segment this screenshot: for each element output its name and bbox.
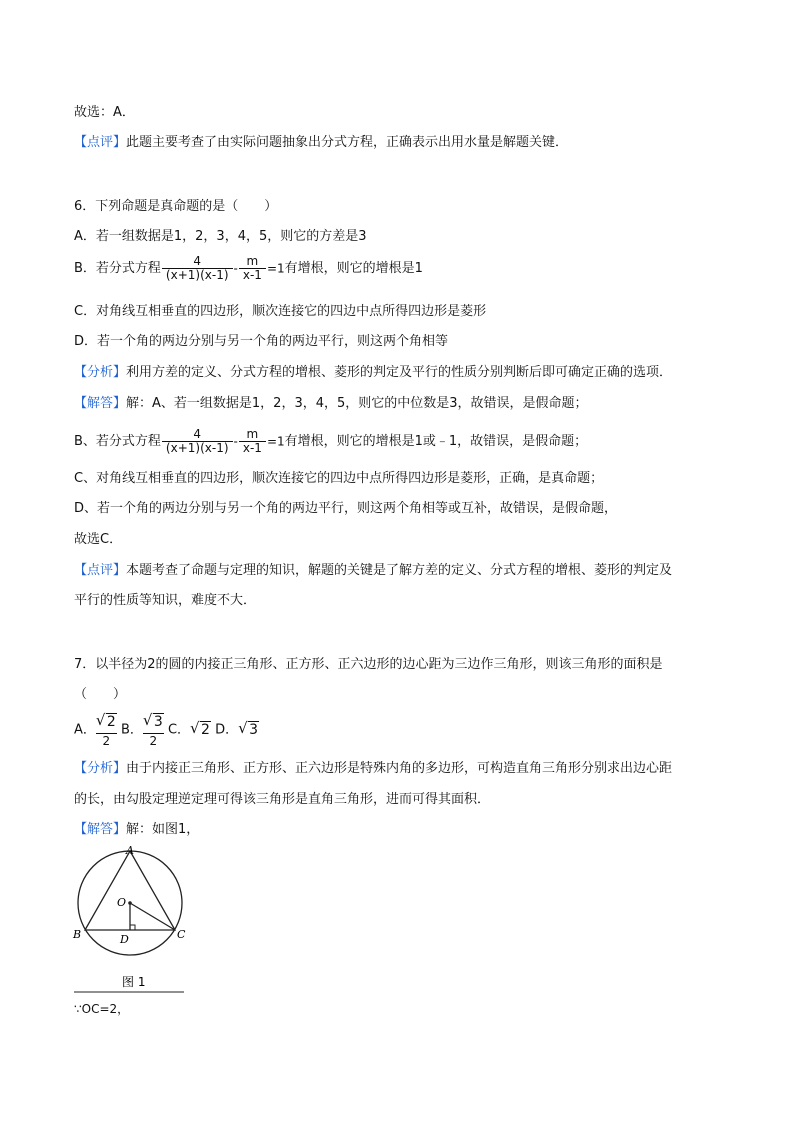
comment-tag: 【点评】 [74, 135, 127, 150]
fraction-numerator: m [246, 254, 259, 268]
since-line: ∵OC=2， [74, 1002, 130, 1016]
sqrt: √ 2 [190, 718, 210, 738]
label-d: D [120, 933, 129, 946]
label-c: C [177, 928, 186, 941]
denominator: 2 [143, 733, 164, 748]
question-6-stem: 6．下列命题是真命题的是（ ） [74, 199, 278, 214]
answer-tag: 【解答】 [74, 396, 127, 411]
answer-text: 解：A、若一组数据是1，2，3，4，5，则它的中位数是3，故错误，是假命题； [126, 396, 588, 411]
fraction-denominator: x-1 [239, 268, 266, 282]
radicand: 2 [106, 714, 116, 730]
comment-text: 此题主要考查了由实际问题抽象出分式方程，正确表示出用水量是解题关键． [126, 135, 569, 150]
option-b-prefix: B．若分式方程 [74, 261, 161, 276]
answer-c-line: C、对角线互相垂直的四边形，顺次连接它的四边中点所得四边形是菱形，正确，是真命题； [74, 471, 604, 486]
question-6-option-c: C．对角线互相垂直的四边形，顺次连接它的四边中点所得四边形是菱形 [74, 304, 487, 319]
answer-text: 解：如图1， [126, 822, 200, 837]
answer-b-prefix: B、若分式方程 [74, 434, 161, 449]
denominator: 2 [96, 733, 117, 748]
analysis-line [74, 760, 672, 778]
option-c-label: C． [167, 722, 191, 738]
question-7-stem-2: （ ） [74, 687, 127, 702]
analysis-text: 利用方差的定义、分式方程的增根、菱形的判定及平行的性质分别判断后即可确定正确的选项． [126, 365, 673, 380]
option-a-label: A． [74, 722, 96, 738]
radicand: 2 [201, 721, 210, 738]
answer-line [74, 395, 588, 413]
label-o: O [117, 896, 127, 909]
analysis-line [74, 364, 672, 382]
answer-tag: 【解答】 [74, 822, 127, 837]
segment-oc [130, 903, 175, 930]
label-a: A [126, 845, 134, 857]
question-7-options [74, 712, 259, 748]
figure-1 [72, 845, 192, 995]
option-b-fraction [143, 712, 164, 748]
text-line: 故选：A． [74, 105, 135, 120]
analysis-tag: 【分析】 [74, 365, 127, 380]
minus-sign: - [233, 261, 238, 276]
equals-one: =1 [266, 261, 285, 276]
question-6-option-d: D．若一个角的两边分别与另一个角的两边平行，则这两个角相等 [74, 334, 449, 349]
comment-text: 本题考查了命题与定理的知识，解题的关键是了解方差的定义、分式方程的增根、菱形的判定及 [126, 563, 673, 578]
answer-line [74, 821, 199, 839]
label-b: B [73, 928, 82, 941]
answer-d-line: D、若一个角的两边分别与另一个角的两边平行，则这两个角相等或互补，故错误，是假命题， [74, 501, 618, 516]
question-6-option-b [74, 255, 423, 282]
comment-line [74, 562, 672, 580]
option-b-label: B． [120, 722, 143, 738]
option-b-suffix: 有增根，则它的增根是1 [284, 261, 423, 276]
question-6-option-a: A．若一组数据是1，2，3，4，5，则它的方差是3 [74, 229, 367, 244]
option-a-fraction [96, 712, 117, 748]
select-line: 故选C． [74, 532, 123, 547]
fraction [239, 255, 266, 282]
comment-line [74, 134, 568, 152]
sqrt: √ 2 [95, 711, 116, 730]
comment-line-2: 平行的性质等知识，难度不大． [74, 593, 257, 608]
fraction [162, 428, 233, 455]
comment-tag: 【点评】 [74, 563, 127, 578]
fraction-denominator: (x+1)(x-1) [162, 441, 233, 455]
analysis-tag: 【分析】 [74, 761, 127, 776]
fraction [162, 255, 233, 282]
fraction-numerator: 4 [193, 427, 202, 441]
minus-sign: - [233, 434, 238, 449]
right-angle-mark [130, 925, 135, 930]
fraction-numerator: m [246, 427, 259, 441]
radicand: 3 [153, 714, 163, 730]
analysis-line-2: 的长，由勾股定理逆定理可得该三角形是直角三角形，进而可得其面积． [74, 792, 491, 807]
center-point [128, 901, 132, 905]
radicand: 3 [249, 721, 259, 738]
equals-one: =1 [266, 434, 285, 449]
sqrt: √ 3 [238, 718, 259, 738]
answer-b-line [74, 428, 587, 455]
answer-b-suffix: 有增根，则它的增根是1或﹣1，故错误，是假命题； [284, 434, 588, 449]
sqrt: √ 3 [142, 711, 163, 730]
fraction [239, 428, 266, 455]
question-7-stem: 7．以半径为2的圆的内接正三角形、正方形、正六边形的边心距为三边作三角形，则该三角形的面积是 [74, 657, 663, 672]
option-d-label: D． [215, 722, 239, 738]
fraction-denominator: x-1 [239, 441, 266, 455]
fraction-numerator: 4 [193, 254, 202, 268]
analysis-text: 由于内接正三角形、正方形、正六边形是特殊内角的多边形，可构造直角三角形分别求出边心距 [126, 761, 673, 776]
figure-caption: 图 1 [122, 975, 146, 989]
fraction-denominator: (x+1)(x-1) [162, 268, 233, 282]
